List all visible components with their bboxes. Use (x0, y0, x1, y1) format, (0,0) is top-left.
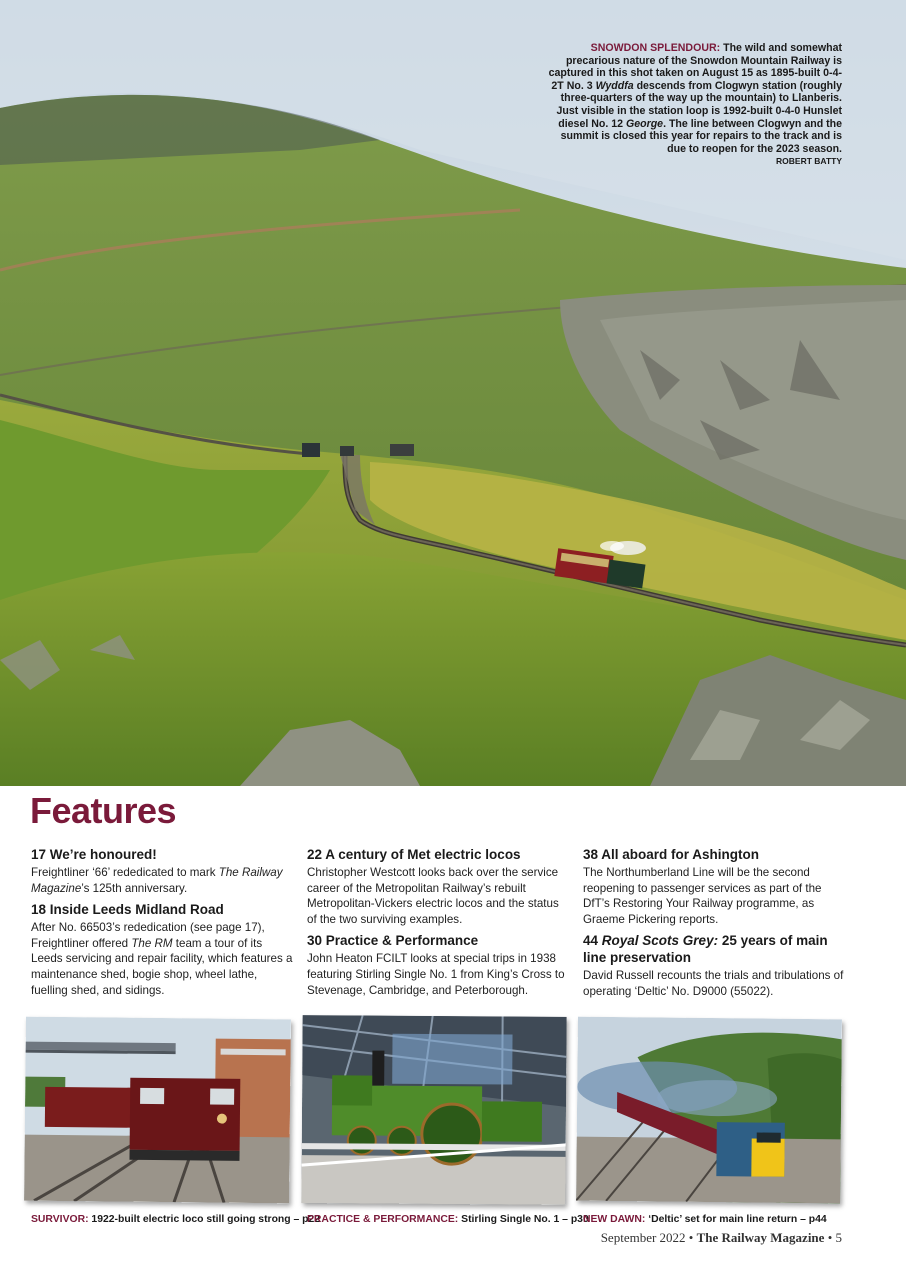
photo-credit: ROBERT BATTY (776, 156, 842, 167)
hero-caption (542, 42, 842, 168)
feature-body: David Russell recounts the trials and tribulations of operating ‘Deltic’ No. D9000 (55022). (583, 969, 844, 998)
hero-caption-text: descends from Clogwyn station (roughly three-quarters of the way up the mountain) to Llanberis. Just visible in the station loop is 1992-built 0-4-0 Hunslet diesel No. 12 (556, 79, 842, 130)
features-heading: Features (30, 790, 177, 831)
feature-heading[interactable]: 18 Inside Leeds Midland Road (31, 902, 224, 918)
hero-caption-text: The wild and somewhat precarious nature of the Snowdon Mountain Railway is captured in this shot taken on August 15 as 1895-built 0-4-2T No. 3 (548, 42, 842, 92)
feature-item[interactable] (583, 932, 845, 999)
page-footer: September 2022 • The Railway Magazine • 5 (600, 1230, 842, 1245)
feature-item[interactable] (583, 846, 845, 927)
page-number: 5 (835, 1230, 842, 1245)
photo-stirling-single (301, 1015, 566, 1205)
feature-body: John Heaton FCILT looks at special trips in 1938 featuring Stirling Single No. 1 from King’s Cross to Stevenage, Cambridge, and Peterborough. (307, 952, 565, 997)
feature-item[interactable] (307, 932, 569, 998)
hero-caption-diesel-name: George (625, 117, 664, 130)
feature-heading[interactable]: 30 Practice & Performance (307, 933, 479, 949)
feature-item[interactable] (307, 846, 569, 927)
magazine-name: The Railway Magazine (696, 1230, 825, 1245)
feature-body: Christopher Westcott looks back over the service career of the Metropolitan Railway’s rebuilt Metropolitan-Vickers electric locos and the status of the two surviving examples. (307, 866, 559, 926)
feature-body: The Northumberland Line will be the second reopening to passenger services as part of the DfT’s Restoring Your Railway programme, as Graeme Pickering reports. (583, 866, 822, 926)
photo-caption-new-dawn: NEW DAWN: ‘Deltic’ set for main line return – p44 (583, 1214, 827, 1225)
issue-date: September 2022 (600, 1230, 686, 1245)
features-column-2 (307, 846, 569, 1003)
hero-caption-loco-name: Wyddfa (595, 79, 634, 92)
feature-item[interactable] (31, 846, 293, 896)
hero-caption-lead: SNOWDON SPLENDOUR: (590, 42, 721, 54)
features-column-1 (31, 846, 293, 1003)
feature-heading[interactable]: 22 A century of Met electric locos (307, 847, 521, 862)
hero-caption-text: . The line between Clogwyn and the summit is closed this year for repairs to the track and is due to reopen for the 2023 season. (560, 117, 842, 155)
feature-heading[interactable]: 17 We’re honoured! (31, 847, 157, 862)
feature-item[interactable] (31, 901, 293, 998)
feature-body: Freightliner ‘66’ rededicated to mark The Railway Magazine’s 125th anniversary. (31, 866, 283, 895)
photo-caption-survivor: SURVIVOR: 1922-built electric loco still going strong – p22 (31, 1214, 321, 1225)
photo-electric-loco (24, 1017, 291, 1204)
photo-deltic (576, 1017, 842, 1204)
feature-heading[interactable]: 44 Royal Scots Grey: 25 years of main line preservation (583, 933, 828, 966)
photo-caption-practice: PRACTICE & PERFORMANCE: Stirling Single No. 1 – p30 (307, 1214, 589, 1225)
feature-heading[interactable]: 38 All aboard for Ashington (583, 847, 760, 862)
features-column-3 (583, 846, 845, 1005)
feature-body: After No. 66503’s rededication (see page 17), Freightliner offered The RM team a tour of its Leeds servicing and repair facility, which features a maintenance shed, bogie shop, wheel lathe, fuelling shed, and sidings. (31, 921, 293, 997)
